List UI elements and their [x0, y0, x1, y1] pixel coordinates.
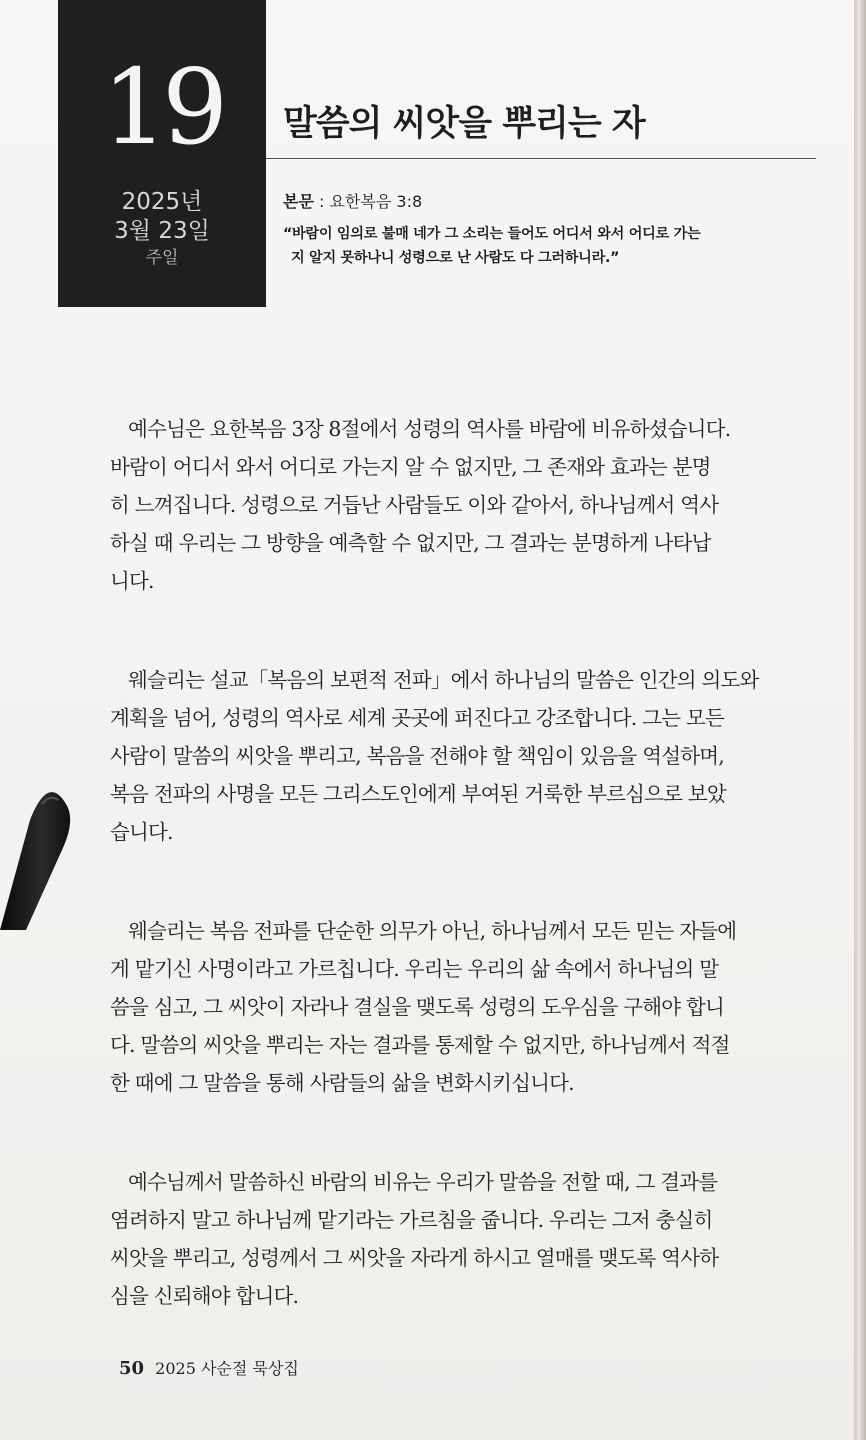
paragraph	[110, 661, 825, 851]
date-block	[58, 0, 266, 307]
paragraph	[110, 410, 825, 600]
verse-line: “바람이 임의로 불매 네가 그 소리는 들어도 어디서 와서 어디로 가는	[283, 226, 701, 242]
verse-line: 지 알지 못하나니 성령으로 난 사람도 다 그러하니라.”	[291, 250, 620, 266]
body-text	[110, 410, 825, 1376]
date-year: 2025년	[121, 189, 203, 215]
page-number: 50	[119, 1358, 145, 1379]
text-line: 바람이 어디서 와서 어디로 가는지 알 수 없지만, 그 존재와 효과는 분명	[110, 455, 711, 479]
book-title: 2025 사순절 묵상집	[155, 1359, 299, 1378]
day-number: 19	[101, 46, 223, 168]
text-line: 씀을 심고, 그 씨앗이 자라나 결실을 맺도록 성령의 도우심을 구해야 합니	[110, 995, 724, 1019]
text-line: 게 맡기신 사명이라고 가르칩니다. 우리는 우리의 삶 속에서 하나님의 말	[110, 957, 719, 981]
text-line: 복음 전파의 사명을 모든 그리스도인에게 부여된 거룩한 부르심으로 보았	[110, 782, 726, 806]
scripture-reference	[283, 189, 422, 212]
text-line: 계획을 넘어, 성령의 역사로 세계 곳곳에 퍼진다고 강조합니다. 그는 모든	[110, 706, 724, 730]
text-line: 염려하지 말고 하나님께 맡기라는 가르침을 줍니다. 우리는 그저 충실히	[110, 1208, 713, 1232]
page-title: 말씀의 씨앗을 뿌리는 자	[283, 104, 645, 144]
text-line: 한 때에 그 말씀을 통해 사람들의 삶을 변화시키십니다.	[110, 1071, 574, 1095]
paragraph	[110, 1163, 825, 1315]
title-divider	[266, 158, 816, 159]
reference-text: 요한복음 3:8	[329, 192, 423, 211]
paragraph	[110, 912, 825, 1102]
text-line: 다. 말씀의 씨앗을 뿌리는 자는 결과를 통제할 수 없지만, 하나님께서 적절	[110, 1033, 730, 1057]
text-line: 웨슬리는 복음 전파를 단순한 의무가 아닌, 하나님께서 모든 믿는 자들에	[128, 919, 737, 943]
page-edge	[854, 0, 866, 1440]
text-line: 심을 신뢰해야 합니다.	[110, 1284, 299, 1308]
reference-separator: :	[313, 192, 330, 211]
text-line: 히 느껴집니다. 성령으로 거듭난 사람들도 이와 같아서, 하나님께서 역사	[110, 493, 719, 517]
date-month-day: 3월 23일	[114, 218, 210, 244]
text-line: 니다.	[110, 569, 154, 593]
text-line: 하실 때 우리는 그 방향을 예측할 수 없지만, 그 결과는 분명하게 나타납	[110, 531, 711, 555]
pen-tip	[0, 780, 80, 930]
text-line: 사람이 말씀의 씨앗을 뿌리고, 복음을 전해야 할 책임이 있음을 역설하며,	[110, 744, 724, 768]
date-weekday: 주일	[145, 248, 179, 268]
scripture-verse	[283, 222, 828, 270]
text-line: 습니다.	[110, 820, 173, 844]
page-footer	[119, 1356, 299, 1379]
text-line: 예수님께서 말씀하신 바람의 비유는 우리가 말씀을 전할 때, 그 결과를	[128, 1170, 718, 1194]
text-line: 웨슬리는 설교「복음의 보편적 전파」에서 하나님의 말씀은 인간의 의도와	[128, 668, 759, 692]
text-line: 씨앗을 뿌리고, 성령께서 그 씨앗을 자라게 하시고 열매를 맺도록 역사하	[110, 1246, 719, 1270]
text-line: 예수님은 요한복음 3장 8절에서 성령의 역사를 바람에 비유하셨습니다.	[128, 417, 731, 441]
reference-label: 본문	[283, 192, 314, 211]
